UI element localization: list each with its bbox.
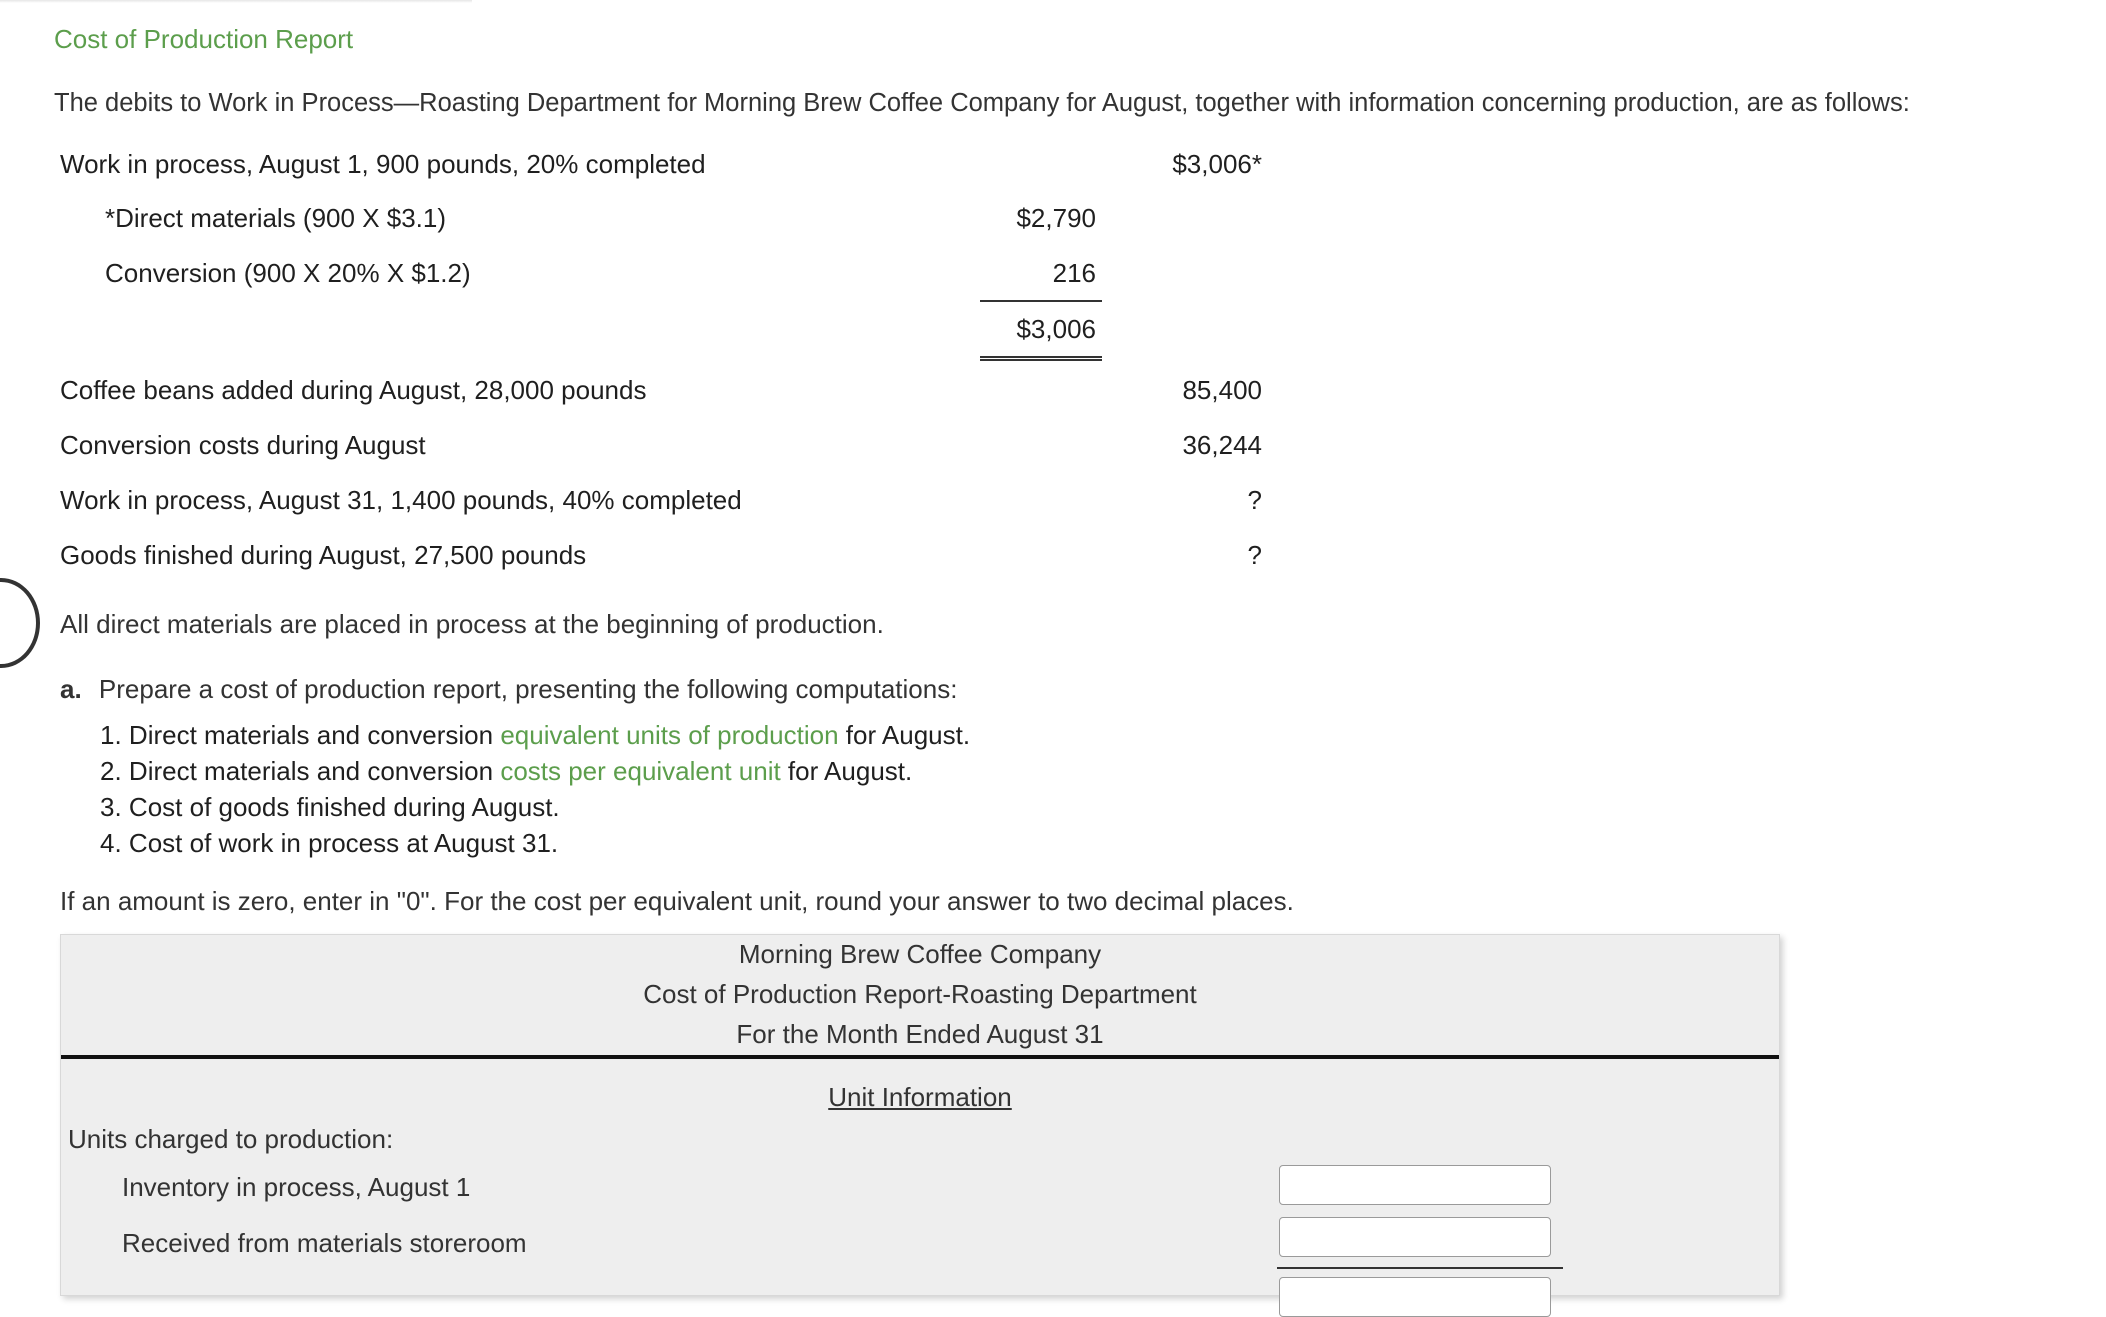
beans-amount: 85,400 [1182, 375, 1262, 405]
top-shadow [0, 0, 472, 3]
list-item: 4. Cost of work in process at August 31. [100, 828, 559, 858]
report-period: For the Month Ended August 31 [736, 1019, 1104, 1049]
instruction-text: If an amount is zero, enter in "0". For the cost per equivalent unit, round your answer to two decimal places. [60, 886, 1294, 916]
report-company: Morning Brew Coffee Company [738, 939, 1102, 969]
total-units-input[interactable] [1279, 1277, 1551, 1317]
intro-text: The debits to Work in Process—Roasting Department for Morning Brew Coffee Company for August, together with information concerning production, are as follows: [54, 89, 1910, 117]
inventory-label: Inventory in process, August 1 [122, 1172, 471, 1202]
question-a [60, 674, 957, 705]
dm-label: *Direct materials (900 X $3.1) [105, 203, 447, 233]
report-panel [60, 934, 1780, 1296]
beans-label: Coffee beans added during August, 28,000 pounds [60, 375, 647, 405]
subtotal-double-rule [980, 356, 1102, 361]
subtotal-rule [980, 300, 1102, 302]
conv-costs-amount: 36,244 [1182, 430, 1262, 460]
question-letter: a. [60, 674, 82, 704]
header-rule [61, 1055, 1779, 1059]
report-title: Cost of Production Report-Roasting Department [643, 979, 1197, 1009]
conv-label: Conversion (900 X 20% X $1.2) [105, 258, 471, 288]
equivalent-units-link[interactable]: equivalent units of production [500, 720, 839, 750]
section-heading: Unit Information [828, 1082, 1012, 1112]
conv-amount: 216 [1052, 258, 1096, 288]
dm-amount: $2,790 [1016, 203, 1096, 233]
wip-aug1-amount: $3,006* [1172, 149, 1262, 179]
side-nav-circle-icon[interactable] [0, 578, 40, 668]
wip-aug1-label: Work in process, August 1, 900 pounds, 20% completed [60, 149, 706, 179]
cost-per-equivalent-unit-link[interactable]: costs per equivalent unit [500, 756, 781, 786]
units-charged-label: Units charged to production: [68, 1124, 394, 1154]
finished-label: Goods finished during August, 27,500 pounds [60, 540, 587, 570]
page-title: Cost of Production Report [54, 24, 354, 54]
inventory-aug1-input[interactable] [1279, 1165, 1551, 1205]
list-item: 1. Direct materials and conversion equivalent units of production for August. [100, 720, 971, 750]
finished-amount: ? [1247, 540, 1262, 570]
materials-note: All direct materials are placed in process at the beginning of production. [60, 609, 884, 639]
wip-aug31-label: Work in process, August 31, 1,400 pounds, 40% completed [60, 485, 742, 515]
conv-costs-label: Conversion costs during August [60, 430, 426, 460]
question-prompt: Prepare a cost of production report, presenting the following computations: [98, 674, 958, 704]
list-item: 2. Direct materials and conversion costs per equivalent unit for August. [100, 756, 913, 786]
wip-aug31-amount: ? [1247, 485, 1262, 515]
received-storeroom-input[interactable] [1279, 1217, 1551, 1257]
list-item: 3. Cost of goods finished during August. [100, 792, 560, 822]
total-rule [1277, 1267, 1563, 1269]
received-label: Received from materials storeroom [122, 1228, 527, 1258]
subtotal-amount: $3,006 [1016, 314, 1096, 344]
